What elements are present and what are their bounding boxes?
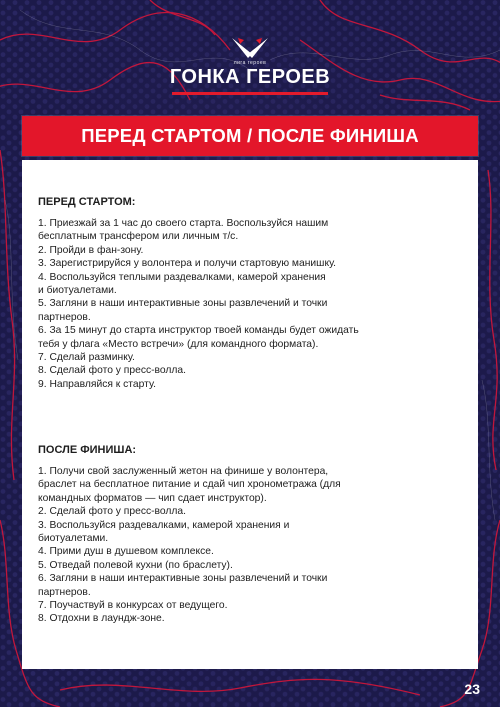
list-item: 6. За 15 минут до старта инструктор твоей команды будет ожидать xyxy=(38,325,359,337)
list-item: 6. Загляни в наши интерактивные зоны развлечений и точки xyxy=(38,573,328,585)
banner-title: ПЕРЕД СТАРТОМ / ПОСЛЕ ФИНИША xyxy=(81,125,419,146)
list-item: браслет на бесплатное питание и сдай чип хронометража (для xyxy=(38,479,341,491)
list-item: 4. Прими душ в душевом комплексе. xyxy=(38,546,214,558)
list-item: 3. Зарегистрируйся у волонтера и получи стартовую манишку. xyxy=(38,258,337,270)
list-item: партнеров. xyxy=(38,311,91,323)
list-item: 7. Сделай разминку. xyxy=(38,352,135,364)
list-item: бесплатным трансфером или личным т/с. xyxy=(38,231,239,243)
list-item: командных форматов — чип сдает инструктор). xyxy=(38,492,267,504)
after-finish-list xyxy=(38,465,448,626)
list-item: партнеров. xyxy=(38,586,91,598)
list-item: 8. Сделай фото у пресс-волла. xyxy=(38,365,187,377)
title-banner xyxy=(22,116,478,156)
list-item: тебя у флага «Место встречи» (для командного формата). xyxy=(38,338,319,350)
after-finish-section xyxy=(38,444,448,626)
list-item: 5. Загляни в наши интерактивные зоны развлечений и точки xyxy=(38,298,328,310)
before-start-section xyxy=(38,196,448,391)
list-item: 3. Воспользуйся раздевалками, камерой хранения и xyxy=(38,519,290,531)
list-item: 9. Направляйся к старту. xyxy=(38,378,156,390)
crossed-swords-icon xyxy=(226,36,274,62)
list-item: 8. Отдохни в лаундж-зоне. xyxy=(38,613,165,625)
list-item: и биотуалетами. xyxy=(38,285,117,297)
list-item: 2. Сделай фото у пресс-волла. xyxy=(38,506,187,518)
list-item: биотуалетами. xyxy=(38,533,109,545)
before-start-list xyxy=(38,217,448,391)
list-item: 4. Воспользуйся теплыми раздевалками, камерой хранения xyxy=(38,271,326,283)
list-item: 2. Пройди в фан-зону. xyxy=(38,244,144,256)
list-item: 7. Поучаствуй в конкурсах от ведущего. xyxy=(38,600,228,612)
after-finish-title: ПОСЛЕ ФИНИША: xyxy=(38,444,137,456)
list-item: 1. Приезжай за 1 час до своего старта. Воспользуйся нашим xyxy=(38,218,329,229)
logo-title: ГОНКА ГЕРОЕВ xyxy=(169,66,331,88)
before-start-title: ПЕРЕД СТАРТОМ: xyxy=(38,196,136,208)
logo-subtitle: лига героев xyxy=(233,60,267,66)
list-item: 1. Получи свой заслуженный жетон на финише у волонтера, xyxy=(38,466,329,477)
page-number: 23 xyxy=(464,681,480,697)
list-item: 5. Отведай полевой кухни (по браслету). xyxy=(38,559,233,571)
logo-underline xyxy=(172,92,328,95)
